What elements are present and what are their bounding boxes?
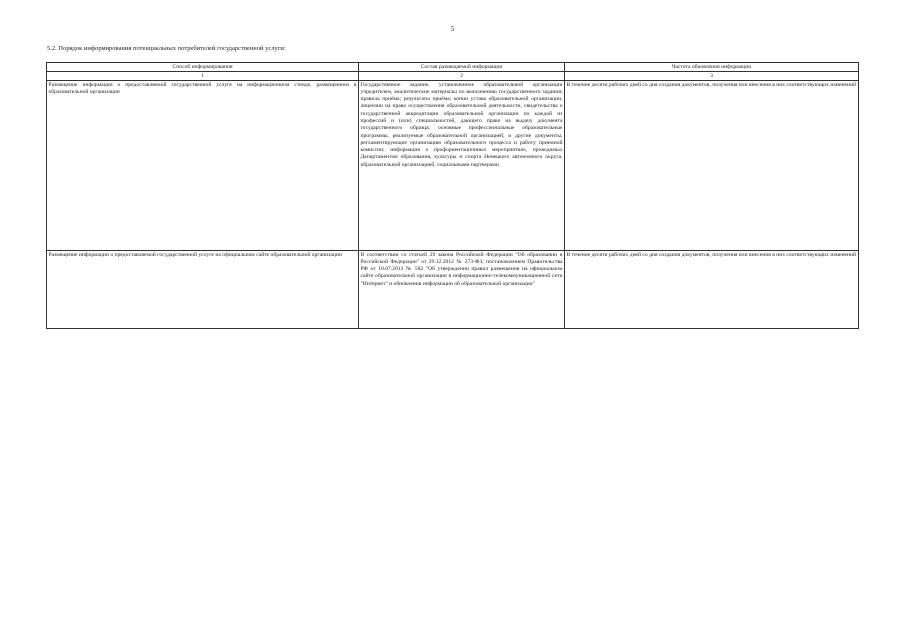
method-cell: Размещение информации о предоставляемой государственной услуге на официальном сайте образовательной организации	[47, 251, 359, 329]
frequency-cell: В течение десяти рабочих дней со дня создания документов, получения или внесения в них соответствующих изменений	[565, 251, 859, 329]
content-cell: Государственное задание, установленное образовательной организации учредителем, аналитические материалы по выполнению государственного задания; правила приёма; результаты приёма; копии устава образовательной организации, лицензии на право осуществления образовательной деятельности, свидетельства о государственной аккредитации образовательной организации по каждой из профессий и (или) специальностей, дающего право на выдачу документа государственного образца; основные профессиональные образовательные программы, реализуемые образовательной организацией, и другие документы, регламентирующие организацию образовательного процесса и работу приемной комиссии; информация о профориентационных мероприятиях, проводимых Департаментом образования, культуры и спорта Ненецкого автономного округа, образовательной организацией, социальными партнерами	[359, 81, 565, 251]
column-number-row	[47, 72, 859, 81]
column-number: 2	[359, 72, 565, 81]
column-header: Частота обновления информации	[565, 63, 859, 72]
content-cell: В соответствии со статьей 29 закона Российской Федерации "Об образовании в Российской Федерации" от 29.12.2012 № 273-ФЗ; постановлением Правительства РФ от 10.07.2013 № 582 "Об утверждении правил размещения на официальном сайте образовательной организации в информационно-телекоммуникационной сети "Интернет" и обновления информации об образовательной организации"	[359, 251, 565, 329]
column-header: Состав размещаемой информации	[359, 63, 565, 72]
column-header: Способ информирования	[47, 63, 359, 72]
frequency-cell: В течение десяти рабочих дней со дня создания документов, получения или внесения в них соответствующих изменений	[565, 81, 859, 251]
table-row	[47, 251, 859, 329]
page-number: 5	[450, 25, 455, 33]
method-cell: Размещение информации о предоставляемой государственной услуге на информационном стенде, размещенном в образовательной организации	[47, 81, 359, 251]
column-number: 3	[565, 72, 859, 81]
table-header-row	[47, 63, 859, 72]
table-row	[47, 81, 859, 251]
column-number: 1	[47, 72, 359, 81]
section-heading: 5.2. Порядок информирования потенциальных потребителей государственной услуги:	[47, 45, 286, 52]
information-table	[46, 62, 859, 329]
